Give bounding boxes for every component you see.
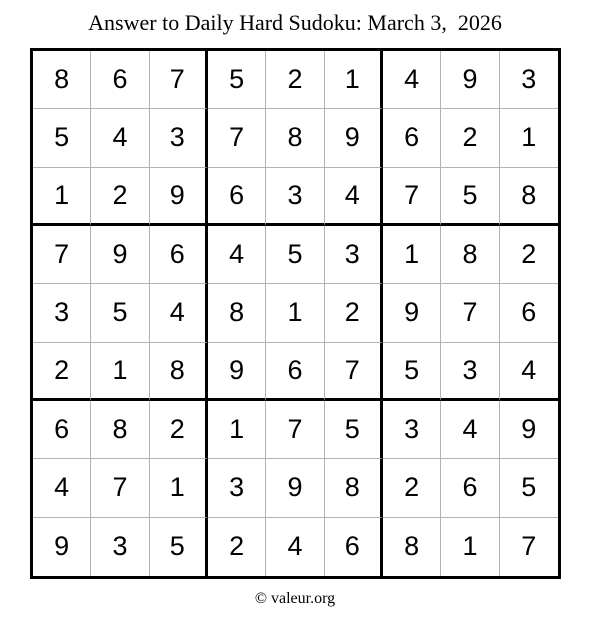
sudoku-cell-r5-c1: 3 xyxy=(33,284,91,342)
sudoku-cell-r5-c2: 5 xyxy=(91,284,149,342)
sudoku-cell-r7-c9: 9 xyxy=(500,401,558,459)
sudoku-cell-r8-c1: 4 xyxy=(33,459,91,517)
sudoku-cell-r8-c3: 1 xyxy=(150,459,208,517)
sudoku-cell-r3-c1: 1 xyxy=(33,168,91,226)
sudoku-cell-r4-c3: 6 xyxy=(150,226,208,284)
sudoku-cell-r8-c8: 6 xyxy=(441,459,499,517)
sudoku-cell-r8-c7: 2 xyxy=(383,459,441,517)
sudoku-cell-r6-c3: 8 xyxy=(150,343,208,401)
sudoku-cell-r6-c6: 7 xyxy=(325,343,383,401)
sudoku-cell-r7-c1: 6 xyxy=(33,401,91,459)
sudoku-cell-r4-c8: 8 xyxy=(441,226,499,284)
sudoku-cell-r4-c2: 9 xyxy=(91,226,149,284)
sudoku-cell-r1-c1: 8 xyxy=(33,51,91,109)
sudoku-cell-r6-c1: 2 xyxy=(33,343,91,401)
sudoku-cell-r3-c9: 8 xyxy=(500,168,558,226)
sudoku-board xyxy=(30,48,561,579)
sudoku-cell-r9-c8: 1 xyxy=(441,518,499,576)
sudoku-cell-r5-c5: 1 xyxy=(266,284,324,342)
sudoku-cell-r7-c7: 3 xyxy=(383,401,441,459)
sudoku-cell-r9-c9: 7 xyxy=(521,531,537,562)
sudoku-cell-r9-c7: 8 xyxy=(383,518,441,576)
sudoku-cell-r9-c2: 3 xyxy=(91,518,149,576)
page-title: Answer to Daily Hard Sudoku: March 3, 2026 xyxy=(88,10,502,35)
sudoku-cell-r2-c7: 6 xyxy=(383,109,441,167)
sudoku-cell-r2-c4: 7 xyxy=(208,109,266,167)
sudoku-cell-r9-c6: 6 xyxy=(325,518,383,576)
sudoku-cell-r9-c5: 4 xyxy=(266,518,324,576)
sudoku-cell-r7-c8: 4 xyxy=(441,401,499,459)
sudoku-cell-r9-c1: 9 xyxy=(33,518,91,576)
sudoku-cell-r8-c5: 9 xyxy=(266,459,324,517)
sudoku-cell-r5-c3: 4 xyxy=(150,284,208,342)
sudoku-cell-r8-c2: 7 xyxy=(91,459,149,517)
sudoku-cell-r1-c9: 3 xyxy=(500,51,558,109)
sudoku-cell-r6-c5: 6 xyxy=(266,343,324,401)
sudoku-cell-r5-c9: 6 xyxy=(500,284,558,342)
sudoku-cell-r2-c2: 4 xyxy=(91,109,149,167)
copyright-footer: © valeur.org xyxy=(254,590,336,607)
sudoku-cell-r1-c5: 2 xyxy=(266,51,324,109)
sudoku-cell-r3-c6: 4 xyxy=(325,168,383,226)
sudoku-cell-r6-c7: 5 xyxy=(383,343,441,401)
sudoku-cell-r5-c4: 8 xyxy=(208,284,266,342)
sudoku-cell-r2-c6: 9 xyxy=(325,109,383,167)
sudoku-cell-r6-c9: 4 xyxy=(500,343,558,401)
sudoku-cell-r3-c4: 6 xyxy=(208,168,266,226)
sudoku-cell-r1-c2: 6 xyxy=(91,51,149,109)
sudoku-cell-r2-c9: 1 xyxy=(500,109,558,167)
sudoku-cell-r6-c8: 3 xyxy=(441,343,499,401)
sudoku-cell-r3-c2: 2 xyxy=(91,168,149,226)
sudoku-cell-r1-c4: 5 xyxy=(208,51,266,109)
sudoku-cell-r5-c6: 2 xyxy=(325,284,383,342)
sudoku-cell-r3-c5: 3 xyxy=(266,168,324,226)
sudoku-cell-r7-c3: 2 xyxy=(150,401,208,459)
sudoku-cell-r4-c1: 7 xyxy=(33,226,91,284)
sudoku-cell-r3-c3: 9 xyxy=(150,168,208,226)
sudoku-cell-r7-c6: 5 xyxy=(325,401,383,459)
sudoku-cell-r2-c3: 3 xyxy=(150,109,208,167)
sudoku-cell-r9-c4: 2 xyxy=(208,518,266,576)
sudoku-cell-r1-c6: 1 xyxy=(325,51,383,109)
sudoku-cell-r2-c5: 8 xyxy=(266,109,324,167)
sudoku-cell-r7-c5: 7 xyxy=(266,401,324,459)
sudoku-cell-r9-c3: 5 xyxy=(150,518,208,576)
sudoku-cell-r8-c4: 3 xyxy=(208,459,266,517)
sudoku-cell-r1-c7: 4 xyxy=(383,51,441,109)
sudoku-cell-r1-c3: 7 xyxy=(150,51,208,109)
sudoku-cell-r4-c4: 4 xyxy=(208,226,266,284)
sudoku-cell-r7-c4: 1 xyxy=(208,401,266,459)
sudoku-cell-r1-c8: 9 xyxy=(441,51,499,109)
sudoku-cell-r5-c7: 9 xyxy=(383,284,441,342)
sudoku-cell-r2-c8: 2 xyxy=(441,109,499,167)
sudoku-cell-r7-c2: 8 xyxy=(91,401,149,459)
sudoku-cell-r8-c6: 8 xyxy=(325,459,383,517)
sudoku-cell-r4-c5: 5 xyxy=(266,226,324,284)
sudoku-cell-r6-c2: 1 xyxy=(91,343,149,401)
sudoku-cell-r4-c9: 2 xyxy=(500,226,558,284)
sudoku-cell-r4-c7: 1 xyxy=(383,226,441,284)
sudoku-cell-r3-c7: 7 xyxy=(383,168,441,226)
sudoku-cell-r3-c8: 5 xyxy=(441,168,499,226)
sudoku-cell-r8-c9: 5 xyxy=(500,459,558,517)
sudoku-cell-r4-c6: 3 xyxy=(325,226,383,284)
sudoku-cell-r6-c4: 9 xyxy=(208,343,266,401)
sudoku-cell-r2-c1: 5 xyxy=(33,109,91,167)
sudoku-cell-r5-c8: 7 xyxy=(441,284,499,342)
